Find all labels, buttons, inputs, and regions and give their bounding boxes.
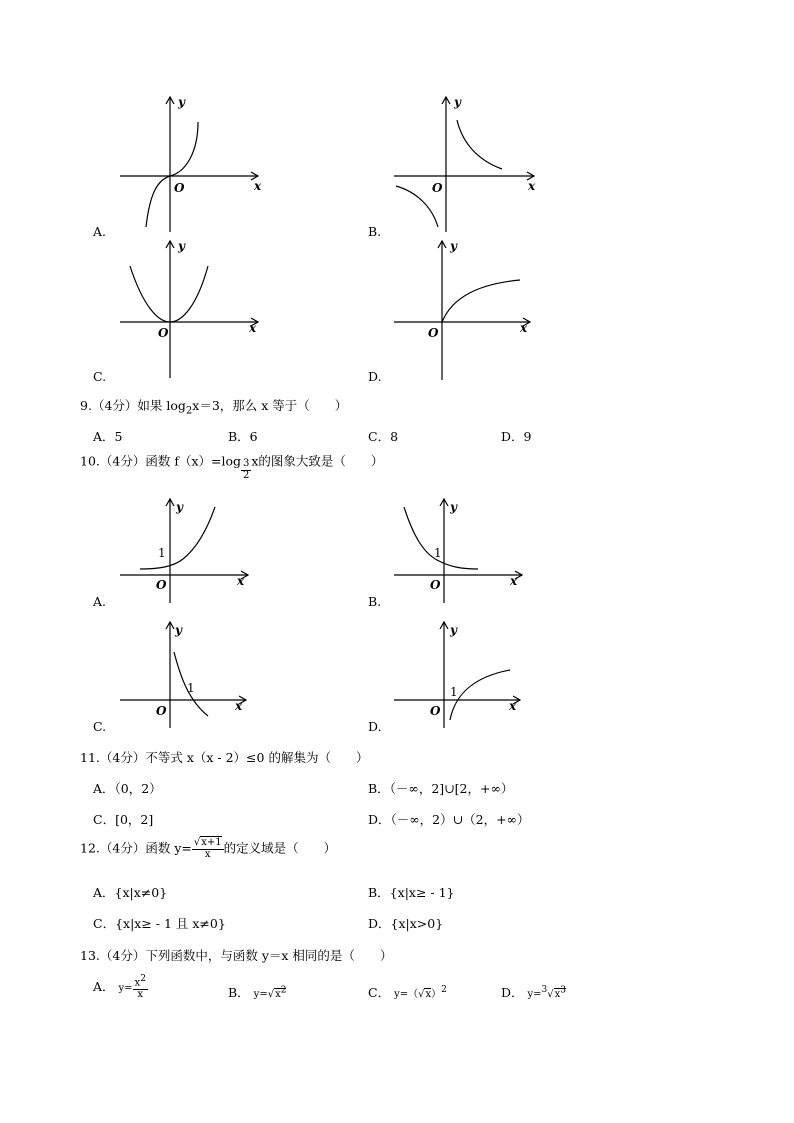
x-axis-label: x <box>235 699 243 713</box>
x-axis-label: x <box>237 574 245 588</box>
q11-stem: 11.（4分）不等式 x（x - 2）≤0 的解集为（ ） <box>80 750 369 765</box>
one-label: 1 <box>158 546 166 560</box>
question-number: 10. <box>80 453 100 469</box>
y-axis-label: y <box>175 623 182 637</box>
q9-option-b[interactable]: B．6 <box>228 429 258 444</box>
q10-graph-b <box>392 497 542 607</box>
q8-option-d-label[interactable]: D. <box>368 369 382 384</box>
x-axis-label: x <box>510 574 518 588</box>
q13-option-d[interactable]: D． $y=^3√x^3$ <box>501 984 567 1000</box>
q10-option-c-label[interactable]: C. <box>93 719 107 734</box>
origin-label: O <box>174 181 185 195</box>
score: （4分） <box>99 948 146 963</box>
q13-stem: 13.（4分）下列函数中，与函数 y＝x 相同的是（ ） <box>80 948 393 963</box>
score: （4分） <box>91 398 138 413</box>
q13-option-b[interactable]: B． $y=√x^2$ <box>228 985 287 1000</box>
q8-option-a-label[interactable]: A. <box>93 224 107 239</box>
q8-graph-b <box>392 92 542 232</box>
y-axis-label: y <box>450 623 457 637</box>
origin-label: O <box>156 578 167 592</box>
origin-label: O <box>432 181 443 195</box>
y-axis-label: y <box>450 500 457 514</box>
q9-option-d[interactable]: D．9 <box>501 429 532 444</box>
origin-label: O <box>428 326 439 340</box>
x-axis-label: x <box>528 179 536 193</box>
y-axis-label: y <box>176 500 183 514</box>
q11-option-b[interactable]: B．（－∞，2]∪[2，+∞） <box>368 781 514 796</box>
q11-option-c[interactable]: C．[0，2] <box>93 812 154 827</box>
question-number: 9. <box>80 398 92 413</box>
q12-option-b[interactable]: B．{x|x≥ - 1} <box>368 885 455 900</box>
q12-stem: 12.（4分）函数 y= $\frac{√x+1}{x}$ 的定义域是（ ） <box>80 837 337 860</box>
y-axis-label: y <box>178 239 185 253</box>
q8-graph-c <box>118 236 268 378</box>
q9-option-c[interactable]: C．8 <box>368 429 399 444</box>
one-label: 1 <box>434 546 442 560</box>
y-axis-label: y <box>454 95 461 109</box>
origin-label: O <box>156 704 167 718</box>
y-axis-label: y <box>178 95 185 109</box>
q9-stem: 9.（4分）如果 $\log_2x=3$，那么 x 等于（ ） <box>80 398 348 417</box>
x-axis-label: x <box>249 321 257 335</box>
origin-label: O <box>430 578 441 592</box>
q11-option-d[interactable]: D．（－∞，2）∪（2，+∞） <box>368 812 530 827</box>
origin-label: O <box>158 326 169 340</box>
question-number: 13. <box>80 948 100 963</box>
x-axis-label: x <box>254 179 262 193</box>
q8-graph-d <box>392 236 542 381</box>
question-number: 11. <box>80 750 100 765</box>
q9-option-a[interactable]: A．5 <box>93 429 123 444</box>
q8-option-b-label[interactable]: B. <box>368 224 382 239</box>
q8-option-c-label[interactable]: C. <box>93 369 107 384</box>
origin-label: O <box>430 704 441 718</box>
y-axis-label: y <box>450 239 457 253</box>
score: （4分） <box>99 840 146 856</box>
q12-option-a[interactable]: A．{x|x≠0} <box>93 885 168 900</box>
x-axis-label: x <box>509 699 517 713</box>
question-number: 12. <box>80 840 100 856</box>
q10-option-b-label[interactable]: B. <box>368 594 382 609</box>
q10-graph-d <box>392 620 542 730</box>
q12-option-c[interactable]: C．{x|x≥ - 1 且 x≠0} <box>93 916 226 931</box>
score: （4分） <box>99 453 146 469</box>
x-axis-label: x <box>520 321 528 335</box>
q10-option-d-label[interactable]: D. <box>368 719 382 734</box>
q11-option-a[interactable]: A．（0，2） <box>93 781 162 796</box>
score: （4分） <box>99 750 146 765</box>
q10-graph-c <box>118 620 268 730</box>
q8-graph-a <box>118 92 268 232</box>
one-label: 1 <box>450 685 458 699</box>
q10-stem: 10.（4分）函数 f（x）=log $\frac{3}{2}$ x的图象大致是（ ） <box>80 453 384 481</box>
q13-option-a[interactable]: A． y= $\frac{x^2}{x}$ <box>93 974 146 1000</box>
q10-option-a-label[interactable]: A. <box>93 594 107 609</box>
q10-graph-a <box>118 497 268 607</box>
q12-option-d[interactable]: D．{x|x>0} <box>368 916 444 931</box>
q13-option-c[interactable]: C． $y=(√x)^2$ <box>368 984 447 1000</box>
one-label: 1 <box>187 681 195 695</box>
